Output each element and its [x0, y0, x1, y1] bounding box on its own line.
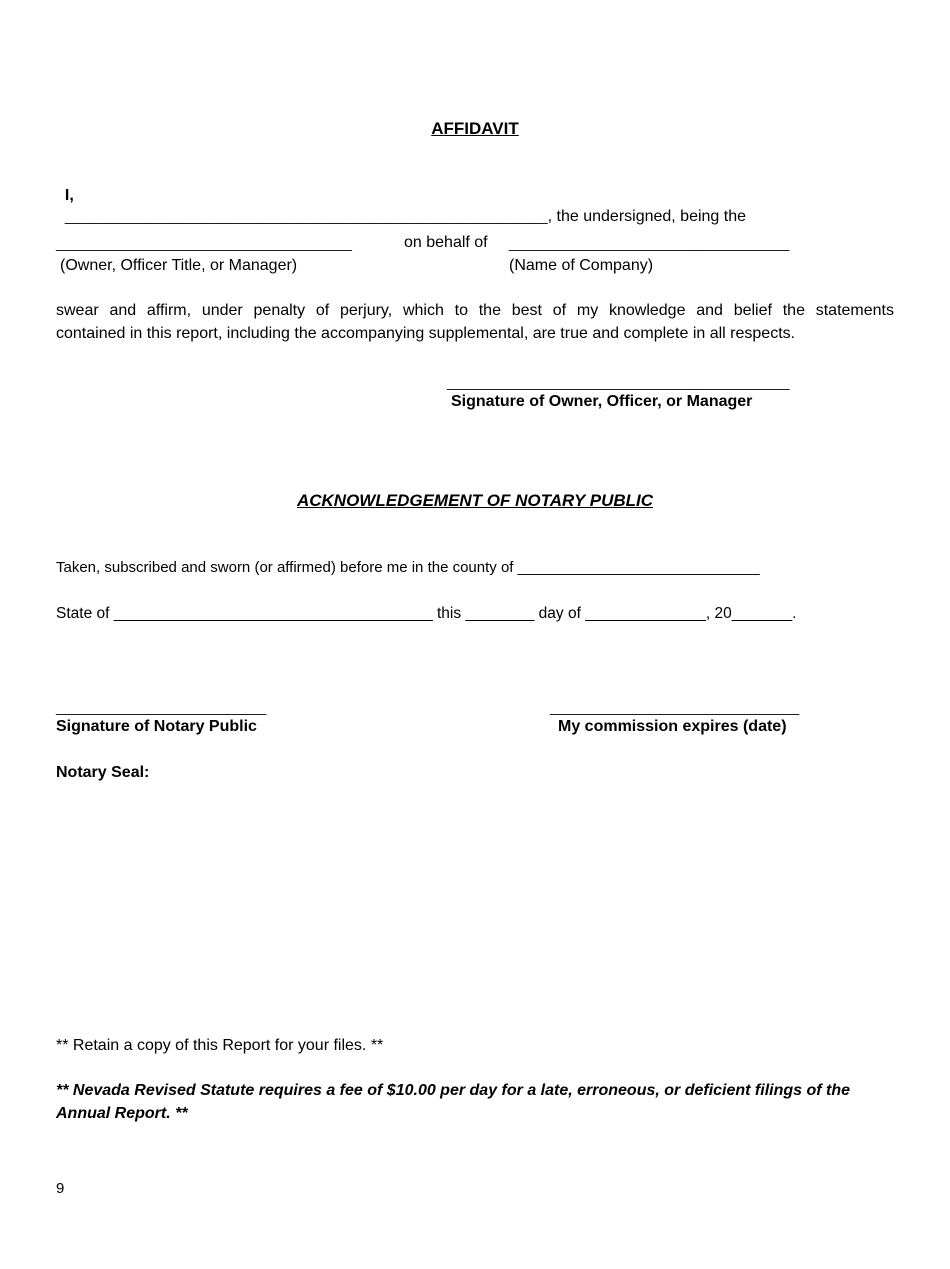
statement-line-1: swear and affirm, under penalty of perjury, which to the best of my knowledge and belief the statements: [56, 302, 894, 319]
state-date-line: State of _____________________________________ this ________ day of ______________, 20_______.: [56, 605, 797, 622]
notary-title: ACKNOWLEDGEMENT OF NOTARY PUBLIC: [296, 491, 654, 510]
affidavit-title: AFFIDAVIT: [431, 119, 519, 138]
owner-signature-blank[interactable]: ____________________________________________: [447, 374, 790, 390]
notary-signature-label: Signature of Notary Public: [56, 718, 257, 735]
on-behalf-of-text: on behalf of: [404, 234, 488, 251]
company-name-blank[interactable]: ____________________________________: [509, 235, 790, 251]
county-line: Taken, subscribed and sworn (or affirmed) before me in the county of _____________________________: [56, 559, 760, 576]
statute-note-line-1: ** Nevada Revised Statute requires a fee of $10.00 per day for a late, erroneous, or deficient filings of the: [56, 1082, 851, 1099]
affiant-name-line: [56, 166, 746, 227]
statute-note-line-2: Annual Report. **: [56, 1105, 188, 1122]
company-name-label: (Name of Company): [509, 257, 654, 274]
affiant-name-blank[interactable]: ______________________________________________________________: [64, 208, 548, 224]
retain-copy-note: ** Retain a copy of this Report for your files. **: [56, 1037, 384, 1054]
commission-expires-label: My commission expires (date): [558, 718, 787, 735]
affiant-suffix: , the undersigned, being the: [547, 208, 747, 225]
page-number: 9: [56, 1180, 65, 1197]
commission-date-blank[interactable]: ________________________________: [550, 699, 800, 715]
notary-signature-blank[interactable]: ___________________________: [56, 699, 267, 715]
statement-line-2: contained in this report, including the accompanying supplemental, are true and complete in all respects.: [56, 325, 796, 342]
owner-signature-label: Signature of Owner, Officer, or Manager: [451, 393, 753, 410]
owner-title-label: (Owner, Officer Title, or Manager): [60, 257, 298, 274]
affiant-title-blank[interactable]: ______________________________________: [56, 235, 352, 251]
affiant-prefix: I,: [64, 187, 74, 204]
notary-seal-label: Notary Seal:: [56, 764, 150, 781]
